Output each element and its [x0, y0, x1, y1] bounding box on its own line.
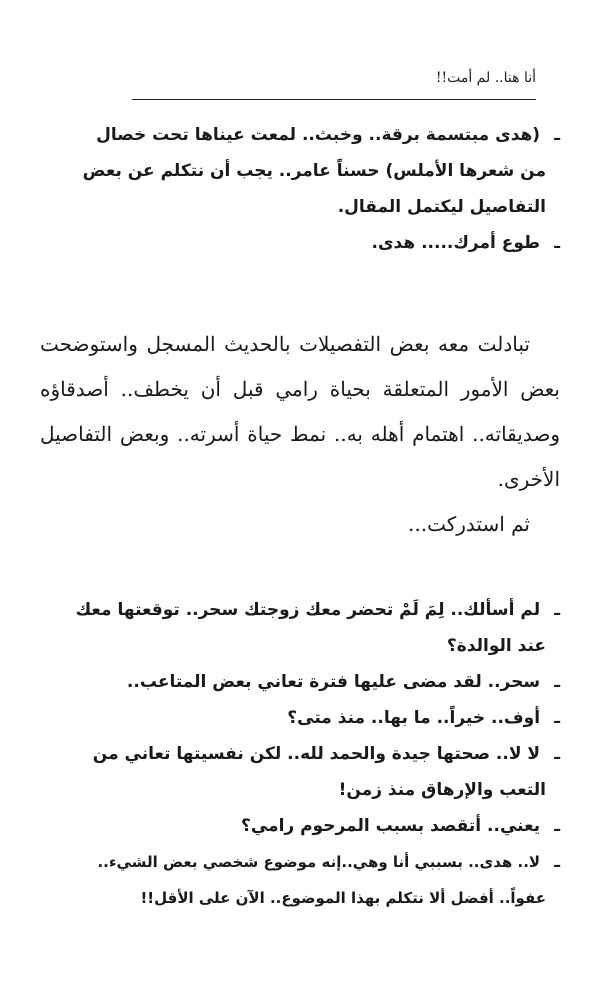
narrative-paragraph: تبادلت معه بعض التفصيلات بالحديث المسجل واستوضحت بعض الأمور المتعلقة بحياة رامي قبل أن يخطف.. أصدقاؤه وصديقاته.. اهتمام أهله به.. نمط حياة أسرته.. وبعض التفاصيل الأخرى. [40, 332, 560, 491]
dialogue-block-2 [40, 592, 560, 916]
dialogue-text: لم أسألك.. لِمَ لَمْ تحضر معك زوجتك سحر.. توقعتها معك [75, 600, 541, 620]
dialogue-dash: ـ [554, 125, 560, 145]
dialogue-line [40, 628, 560, 664]
dialogue-line [40, 592, 560, 628]
dialogue-text: طوع أمرك..... هدى. [371, 233, 541, 253]
dialogue-text: عفواً.. أفضل ألا نتكلم بهذا الموضوع.. الآن على الأقل!! [140, 889, 546, 907]
dialogue-dash: ـ [554, 744, 560, 764]
narrative-line: ثم استدركت... [408, 512, 530, 536]
dialogue-line [40, 153, 560, 189]
dialogue-dash: ـ [554, 600, 560, 620]
dialogue-dash: ـ [554, 708, 560, 728]
dialogue-line [40, 736, 560, 772]
narrative-block [40, 322, 560, 547]
dialogue-dash: ـ [554, 672, 560, 692]
dialogue-line [40, 117, 560, 153]
dialogue-text: التفاصيل ليكتمل المقال. [337, 197, 546, 217]
dialogue-line [40, 844, 560, 880]
dialogue-text: عند الوالدة؟ [446, 636, 546, 656]
dialogue-dash: ـ [554, 852, 560, 872]
dialogue-text: يعني.. أتقصد بسبب المرحوم رامي؟ [240, 816, 541, 836]
dialogue-dash: ـ [554, 233, 560, 253]
dialogue-line [40, 772, 560, 808]
dialogue-text: لا.. هدى.. بسببي أنا وهي..إنه موضوع شخصي بعض الشيء.. [97, 853, 541, 871]
dialogue-text: لا لا.. صحتها جيدة والحمد لله.. لكن نفسيتها تعاني من [92, 744, 541, 764]
header-rule [132, 99, 536, 100]
dialogue-line [40, 225, 560, 261]
dialogue-text: التعب والإرهاق منذ زمن! [338, 780, 546, 800]
dialogue-line [40, 664, 560, 700]
dialogue-line [40, 808, 560, 844]
dialogue-block-1 [40, 117, 560, 261]
dialogue-line [40, 189, 560, 225]
dialogue-line [40, 700, 560, 736]
dialogue-line [40, 880, 560, 916]
dialogue-text: من شعرها الأملس) حسناً عامر.. يجب أن نتكلم عن بعض [82, 161, 546, 181]
dialogue-dash: ـ [554, 816, 560, 836]
running-header: أنا هنا.. لم أمت!! [435, 70, 536, 86]
dialogue-text: أوف.. خيراً.. ما بها.. منذ متى؟ [287, 708, 541, 728]
dialogue-text: سحر.. لقد مضى عليها فترة تعاني بعض المتاعب.. [126, 672, 541, 692]
dialogue-text: (هدى مبتسمة برقة.. وخبث.. لمعت عيناها تحت خصال [96, 125, 541, 145]
